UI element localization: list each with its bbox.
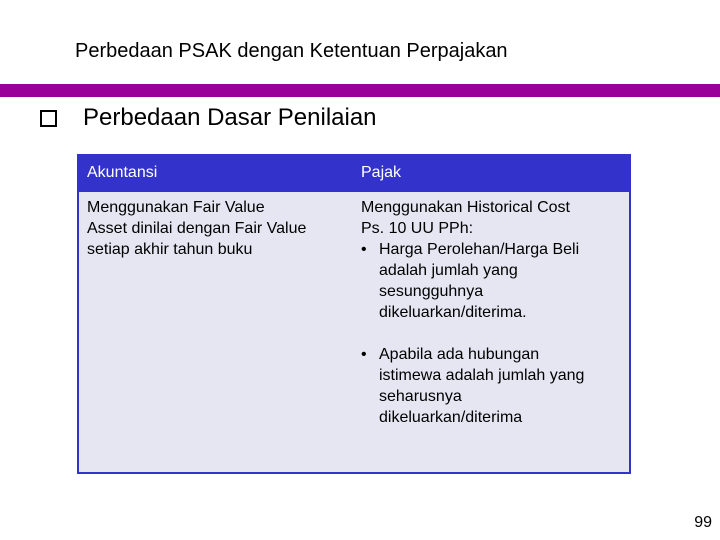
bullet-line: adalah jumlah yang xyxy=(379,262,518,279)
header-pajak: Pajak xyxy=(361,164,402,181)
bullet-line: Harga Perolehan/Harga Beli xyxy=(379,241,580,258)
table-header-row xyxy=(79,156,629,192)
akuntansi-line: setiap akhir tahun buku xyxy=(87,241,253,258)
pajak-intro-line: Menggunakan Historical Cost xyxy=(361,199,570,216)
akuntansi-line: Menggunakan Fair Value xyxy=(87,199,265,216)
bullet-line: dikeluarkan/diterima xyxy=(379,409,523,426)
bullet-icon: • xyxy=(361,346,367,363)
bullet-line: sesungguhnya xyxy=(379,283,484,300)
comparison-table xyxy=(77,154,631,474)
cell-pajak xyxy=(361,197,621,428)
title-divider xyxy=(0,84,720,97)
pajak-intro-line: Ps. 10 UU PPh: xyxy=(361,220,474,237)
pajak-bullet-item xyxy=(361,344,621,428)
bullet-line: dikeluarkan/diterima. xyxy=(379,304,527,321)
akuntansi-line: Asset dinilai dengan Fair Value xyxy=(87,220,307,237)
bullet-icon: • xyxy=(361,241,367,258)
bullet-line: Apabila ada hubungan xyxy=(379,346,540,363)
section-heading xyxy=(40,104,377,132)
pajak-bullet-item xyxy=(361,239,621,323)
page-number: 99 xyxy=(694,514,712,531)
checkbox-bullet-icon xyxy=(40,110,57,127)
header-akuntansi: Akuntansi xyxy=(87,164,158,181)
section-heading-text: Perbedaan Dasar Penilaian xyxy=(83,104,377,131)
bullet-line: seharusnya xyxy=(379,388,462,405)
slide-title: Perbedaan PSAK dengan Ketentuan Perpajakan xyxy=(75,40,508,62)
cell-akuntansi xyxy=(87,197,347,260)
bullet-line: istimewa adalah jumlah yang xyxy=(379,367,585,384)
